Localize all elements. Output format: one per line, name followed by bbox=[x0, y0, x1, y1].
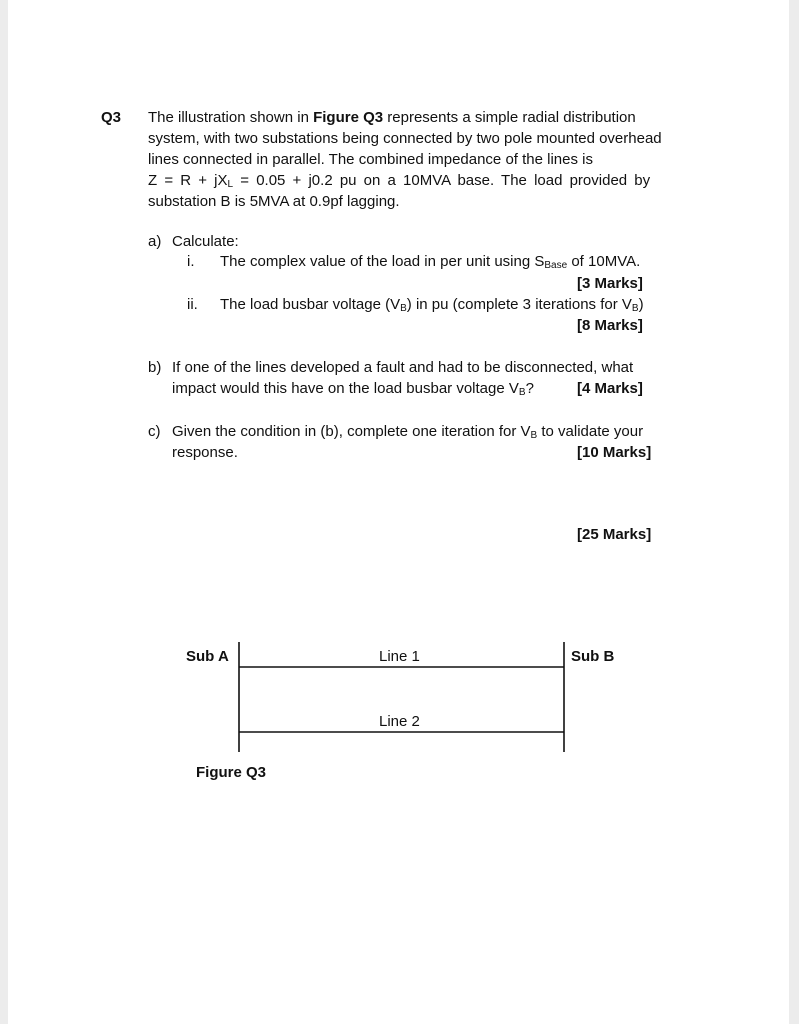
sub-a-label: Sub A bbox=[186, 648, 229, 665]
part-c-label: c) bbox=[148, 423, 161, 440]
line-2-label: Line 2 bbox=[379, 713, 420, 730]
part-a-i-marks: [3 Marks] bbox=[577, 275, 643, 292]
text: of 10MVA. bbox=[567, 253, 641, 270]
impedance-text: = 0.05 + j0.2 pu on a 10MVA base. The load provided by bbox=[233, 172, 651, 189]
question-number: Q3 bbox=[101, 109, 122, 126]
sub-b-label: Sub B bbox=[571, 648, 615, 665]
intro-line-2: system, with two substations being connected by two pole mounted overhead bbox=[148, 130, 662, 147]
subscript: B bbox=[400, 303, 407, 314]
subscript: Base bbox=[544, 260, 568, 271]
part-b-line-1: If one of the lines developed a fault and had to be disconnected, what bbox=[172, 359, 634, 376]
part-a-label: a) bbox=[148, 233, 162, 250]
impedance-text: Z = R + jX bbox=[148, 172, 228, 189]
part-a-ii-marks: [8 Marks] bbox=[577, 317, 643, 334]
figure-reference: Figure Q3 bbox=[313, 109, 384, 126]
intro-text: The illustration shown in bbox=[148, 109, 314, 126]
part-c-line-2: response. bbox=[172, 444, 238, 461]
subscript: B bbox=[518, 387, 526, 398]
text: to validate your bbox=[537, 423, 644, 440]
intro-text: represents a simple radial distribution bbox=[383, 109, 636, 126]
line-1-label: Line 1 bbox=[379, 648, 420, 665]
part-a-i-label: i. bbox=[187, 253, 195, 270]
part-b-marks: [4 Marks] bbox=[577, 380, 643, 397]
subscript: L bbox=[227, 179, 234, 190]
text: ) in pu (complete 3 iterations for V bbox=[406, 296, 632, 313]
text: The load busbar voltage (V bbox=[220, 296, 401, 313]
text: Given the condition in (b), complete one iteration for V bbox=[172, 423, 531, 440]
part-c-marks: [10 Marks] bbox=[577, 444, 652, 461]
intro-line-5: substation B is 5MVA at 0.9pf lagging. bbox=[148, 193, 400, 210]
figure-caption: Figure Q3 bbox=[196, 764, 267, 781]
subscript: B bbox=[631, 303, 639, 314]
part-a-text: Calculate: bbox=[172, 233, 239, 250]
part-b-label: b) bbox=[148, 359, 162, 376]
text: ? bbox=[525, 380, 534, 397]
intro-line-3: lines connected in parallel. The combined impedance of the lines is bbox=[148, 151, 593, 168]
text: The complex value of the load in per unit using S bbox=[220, 253, 545, 270]
total-marks: [25 Marks] bbox=[577, 526, 652, 543]
text: ) bbox=[638, 296, 644, 313]
part-a-ii-label: ii. bbox=[187, 296, 198, 313]
text: impact would this have on the load busbar voltage V bbox=[172, 380, 519, 397]
subscript: B bbox=[530, 430, 538, 441]
